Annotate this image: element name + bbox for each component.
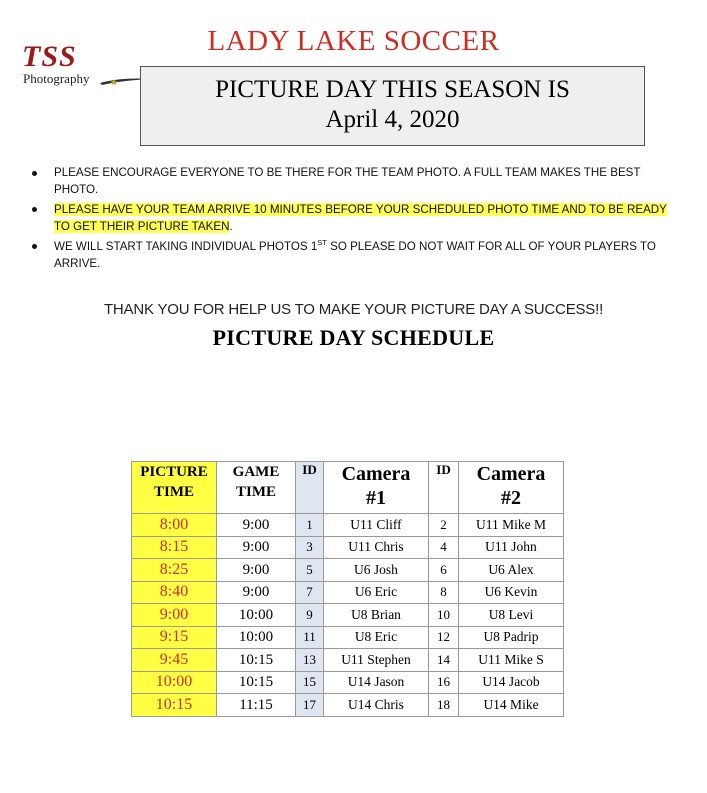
- camera2-team-cell: U14 Mike: [459, 694, 564, 717]
- instruction-text: WE WILL START TAKING INDIVIDUAL PHOTOS 1: [54, 239, 318, 253]
- camera1-team-cell: U11 Stephen: [324, 649, 429, 672]
- id-cell: 12: [429, 626, 459, 649]
- camera1-team-cell: U6 Josh: [324, 559, 429, 582]
- camera1-team-cell: U11 Chris: [324, 536, 429, 559]
- game-time-cell: 10:15: [217, 671, 296, 694]
- id-cell: 2: [429, 514, 459, 537]
- camera2-team-cell: U8 Levi: [459, 604, 564, 627]
- id-cell: 6: [429, 559, 459, 582]
- id-cell: 16: [429, 671, 459, 694]
- instruction-text-tail: SO PLEASE DO NOT WAIT FOR ALL OF YOUR PLAYERS TO ARRIVE.: [54, 239, 656, 271]
- bullet-icon: [32, 207, 37, 212]
- table-row: [132, 514, 564, 537]
- table-header-row: [132, 462, 564, 514]
- id-cell: 9: [296, 604, 324, 627]
- game-time-cell: 9:00: [217, 581, 296, 604]
- picture-day-announcement: [140, 66, 645, 146]
- game-time-cell: 10:15: [217, 649, 296, 672]
- table-row: [132, 649, 564, 672]
- camera1-team-cell: U6 Eric: [324, 581, 429, 604]
- table-row: [132, 626, 564, 649]
- header-game-time: GAME TIME: [217, 462, 296, 514]
- id-cell: 13: [296, 649, 324, 672]
- camera2-team-cell: U11 Mike M: [459, 514, 564, 537]
- logo-brand: TSS: [22, 40, 77, 73]
- picture-time-cell: 8:15: [132, 536, 217, 559]
- id-cell: 5: [296, 559, 324, 582]
- list-item: [30, 238, 680, 273]
- game-time-cell: 10:00: [217, 626, 296, 649]
- announcement-date: April 4, 2020: [325, 106, 460, 133]
- picture-time-cell: 10:15: [132, 694, 217, 717]
- picture-time-cell: 8:00: [132, 514, 217, 537]
- id-cell: 18: [429, 694, 459, 717]
- camera2-team-cell: U11 John: [459, 536, 564, 559]
- picture-time-cell: 8:40: [132, 581, 217, 604]
- id-cell: 15: [296, 671, 324, 694]
- game-time-cell: 11:15: [217, 694, 296, 717]
- id-cell: 11: [296, 626, 324, 649]
- highlighted-instruction-text: PLEASE HAVE YOUR TEAM ARRIVE 10 MINUTES BEFORE YOUR SCHEDULED PHOTO TIME AND TO BE READY TO GET THEIR PICTURE TAKEN: [54, 202, 667, 234]
- header-id-2: ID: [429, 462, 459, 514]
- header-picture-time: PICTURE TIME: [132, 462, 217, 514]
- instruction-text-tail: .: [229, 220, 233, 234]
- table-row: [132, 604, 564, 627]
- id-cell: 7: [296, 581, 324, 604]
- camera1-team-cell: U8 Brian: [324, 604, 429, 627]
- camera2-team-cell: U6 Alex: [459, 559, 564, 582]
- id-cell: 14: [429, 649, 459, 672]
- camera1-team-cell: U11 Cliff: [324, 514, 429, 537]
- game-time-cell: 10:00: [217, 604, 296, 627]
- table-row: [132, 536, 564, 559]
- id-cell: 10: [429, 604, 459, 627]
- announcement-line1: PICTURE DAY THIS SEASON IS: [215, 76, 570, 103]
- picture-time-cell: 10:00: [132, 671, 217, 694]
- bullet-icon: [32, 171, 37, 176]
- camera2-team-cell: U14 Jacob: [459, 671, 564, 694]
- page-title: LADY LAKE SOCCER: [207, 25, 500, 57]
- list-item: [30, 201, 680, 236]
- id-cell: 8: [429, 581, 459, 604]
- header-camera-2: Camera #2: [459, 462, 564, 514]
- picture-time-cell: 9:45: [132, 649, 217, 672]
- camera1-team-cell: U8 Eric: [324, 626, 429, 649]
- id-cell: 4: [429, 536, 459, 559]
- table-row: [132, 559, 564, 582]
- header-id-1: ID: [296, 462, 324, 514]
- logo-subtitle: Photography: [23, 71, 90, 86]
- thank-you-message: THANK YOU FOR HELP US TO MAKE YOUR PICTURE DAY A SUCCESS!!: [103, 301, 604, 318]
- picture-time-cell: 8:25: [132, 559, 217, 582]
- table-row: [132, 581, 564, 604]
- picture-time-cell: 9:00: [132, 604, 217, 627]
- id-cell: 17: [296, 694, 324, 717]
- bullet-icon: [32, 244, 37, 249]
- list-item: [30, 164, 680, 199]
- camera2-team-cell: U11 Mike S: [459, 649, 564, 672]
- instructions-list: [30, 164, 680, 274]
- id-cell: 1: [296, 514, 324, 537]
- picture-time-cell: 9:15: [132, 626, 217, 649]
- ordinal-suffix: ST: [317, 237, 327, 247]
- table-row: [132, 694, 564, 717]
- camera2-team-cell: U8 Padrip: [459, 626, 564, 649]
- id-cell: 3: [296, 536, 324, 559]
- camera2-team-cell: U6 Kevin: [459, 581, 564, 604]
- game-time-cell: 9:00: [217, 514, 296, 537]
- instruction-text: PLEASE ENCOURAGE EVERYONE TO BE THERE FOR THE TEAM PHOTO. A FULL TEAM MAKES THE BEST PHOTO.: [54, 166, 641, 197]
- camera1-team-cell: U14 Jason: [324, 671, 429, 694]
- header-camera-1: Camera #1: [324, 462, 429, 514]
- game-time-cell: 9:00: [217, 559, 296, 582]
- game-time-cell: 9:00: [217, 536, 296, 559]
- camera1-team-cell: U14 Chris: [324, 694, 429, 717]
- schedule-title: PICTURE DAY SCHEDULE: [212, 325, 495, 350]
- schedule-table: [131, 461, 564, 717]
- table-row: [132, 671, 564, 694]
